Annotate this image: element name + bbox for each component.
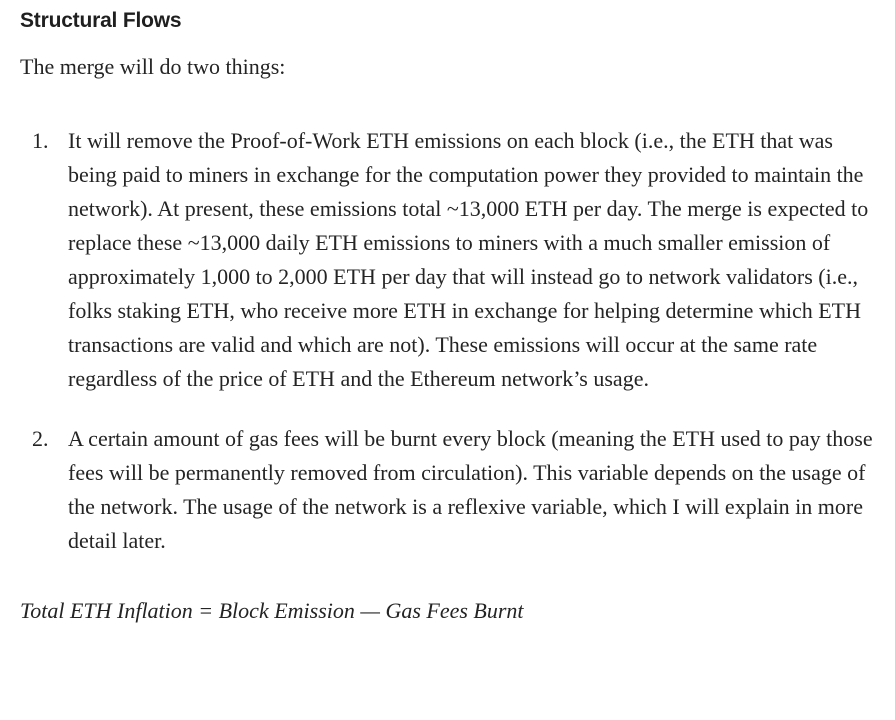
intro-paragraph: The merge will do two things: [20,54,286,79]
list-item-number: 2. [32,426,49,451]
numbered-list [20,124,877,558]
list-item-text: It will remove the Proof-of-Work ETH emissions on each block (i.e., the ETH that was being paid to miners in exchange for the computation power they provided to maintain the network). At present, these emissions total ~13,000 ETH per day. The merge is expected to replace these ~13,000 daily ETH emissions to miners with a much smaller emission of approximately 1,000 to 2,000 ETH per day that will instead go to network validators (i.e., folks staking ETH, who receive more ETH in exchange for helping determine which ETH transactions are valid and which are not). These emissions will occur at the same rate regardless of the price of ETH and the Ethereum network’s usage. [68,128,869,391]
inflation-equation: Total ETH Inflation = Block Emission — Gas Fees Burnt [20,598,524,623]
list-item [32,124,877,396]
list-item [32,422,877,558]
list-item-text: A certain amount of gas fees will be burnt every block (meaning the ETH used to pay those fees will be permanently removed from circulation). This variable depends on the usage of the network. The usage of the network is a reflexive variable, which I will explain in more detail later. [68,426,873,553]
list-item-number: 1. [32,128,49,153]
section-heading: Structural Flows [20,9,182,32]
